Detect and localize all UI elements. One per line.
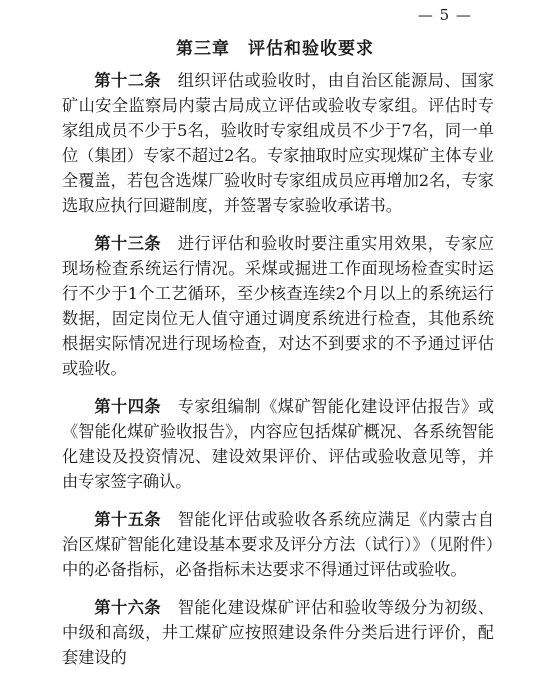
article-text: 智能化评估或验收各系统应满足《内蒙古自治区煤矿智能化建设基本要求及评分方法（试行）》（见附件）中的必备指标，必备指标未达要求不得通过评估或验收。 xyxy=(62,510,495,579)
article-13 xyxy=(62,231,494,381)
article-number: 第十四条 xyxy=(94,397,162,416)
article-text: 智能化建设煤矿评估和验收等级分为初级、中级和高级，井工煤矿应按照建设条件分类后进行评价，配套建设的 xyxy=(62,598,495,667)
article-15 xyxy=(62,507,494,582)
article-text: 组织评估或验收时，由自治区能源局、国家矿山安全监察局内蒙古局成立评估或验收专家组。评估时专家组成员不少于5名，验收时专家组成员不少于7名，同一单位（集团）专家不超过2名。专家抽取时应实现煤矿主体专业全覆盖，若包含选煤厂验收时专家组成员应再增加2名，专家选取应执行回避制度，并签署专家验收承诺书。 xyxy=(62,71,495,215)
article-number: 第十三条 xyxy=(94,234,162,253)
article-12 xyxy=(62,68,494,218)
document-body xyxy=(62,68,494,683)
article-text: 专家组编制《煤矿智能化建设评估报告》或《智能化煤矿验收报告》，内容应包括煤矿概况、各系统智能化建设及投资情况、建设效果评价、评估或验收意见等，并由专家签字确认。 xyxy=(62,397,495,491)
article-text: 进行评估和验收时要注重实用效果，专家应现场检查系统运行情况。采煤或掘进工作面现场检查实时运行不少于1个工艺循环，至少核查连续2个月以上的系统运行数据，固定岗位无人值守通过调度系统进行检查，其他系统根据实际情况进行现场检查，对达不到要求的不予通过评估或验收。 xyxy=(62,234,495,378)
article-number: 第十六条 xyxy=(94,598,162,617)
article-14 xyxy=(62,394,494,494)
page-number: — 5 — xyxy=(417,6,472,24)
article-number: 第十五条 xyxy=(94,510,162,529)
article-number: 第十二条 xyxy=(94,71,162,90)
chapter-title: 第三章 评估和验收要求 xyxy=(176,39,374,59)
article-16 xyxy=(62,595,494,670)
